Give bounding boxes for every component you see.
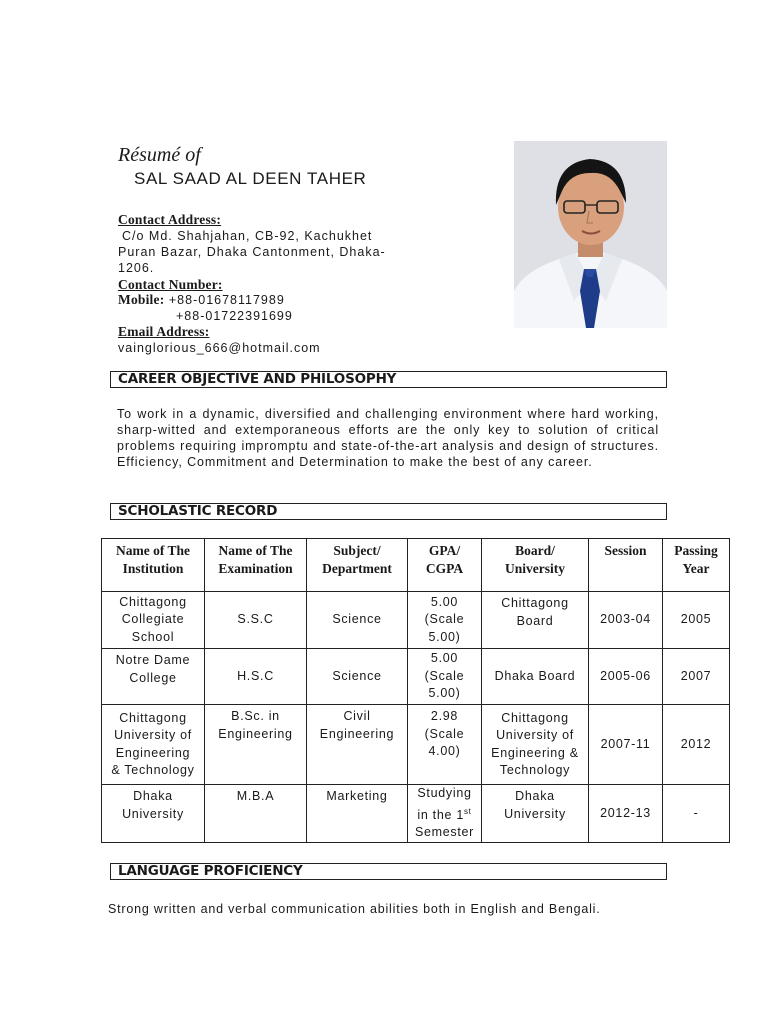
cell-institution: Chittagong Collegiate School <box>102 592 205 649</box>
cell-institution: Chittagong University of Engineering & Technology <box>102 705 205 785</box>
cell-subject: Science <box>307 649 408 705</box>
language-proficiency-text: Strong written and verbal communication abilities both in English and Bengali. <box>108 902 601 916</box>
section-title: CAREER OBJECTIVE AND PHILOSOPHY <box>118 371 397 387</box>
cell-session: 2005-06 <box>589 649 663 705</box>
cell-exam: S.S.C <box>205 592 307 649</box>
language-proficiency-header <box>110 863 667 880</box>
cell-year: 2012 <box>663 705 730 785</box>
cell-subject: Science <box>307 592 408 649</box>
cell-session: 2007-11 <box>589 705 663 785</box>
mobile-label: Mobile: <box>118 292 165 307</box>
cell-exam: H.S.C <box>205 649 307 705</box>
contact-address-label: Contact Address: <box>118 212 222 227</box>
candidate-name: SAL SAAD AL DEEN TAHER <box>134 169 367 188</box>
table-row <box>102 705 730 785</box>
address-line: C/o Md. Shahjahan, CB-92, Kachukhet <box>122 229 373 243</box>
section-title: SCHOLASTIC RECORD <box>118 503 278 519</box>
header-examination: Name of The Examination <box>205 539 307 592</box>
header-passing-year: Passing Year <box>663 539 730 592</box>
cell-board: Dhaka University <box>482 785 589 843</box>
scholastic-record-table <box>101 538 730 843</box>
header-board: Board/ University <box>482 539 589 592</box>
cell-institution: Notre Dame College <box>102 649 205 705</box>
email-address: vainglorious_666@hotmail.com <box>118 341 321 355</box>
profile-photo <box>514 141 667 328</box>
address-line: 1206. <box>118 261 155 275</box>
table-header-row <box>102 539 730 592</box>
contact-number-label: Contact Number: <box>118 277 223 292</box>
cell-year: 2007 <box>663 649 730 705</box>
cell-gpa: 5.00 (Scale 5.00) <box>408 649 482 705</box>
header-session: Session <box>589 539 663 592</box>
cell-gpa: Studying in the 1st Semester <box>408 785 482 843</box>
header-gpa: GPA/ CGPA <box>408 539 482 592</box>
cell-year: 2005 <box>663 592 730 649</box>
header-subject: Subject/ Department <box>307 539 408 592</box>
cell-subject: Marketing <box>307 785 408 843</box>
mobile-number: +88-01722391699 <box>176 309 293 323</box>
cell-board: Dhaka Board <box>482 649 589 705</box>
table-row <box>102 649 730 705</box>
header-institution: Name of The Institution <box>102 539 205 592</box>
mobile-number: +88-01678117989 <box>168 293 285 307</box>
cell-session: 2003-04 <box>589 592 663 649</box>
address-line: Puran Bazar, Dhaka Cantonment, Dhaka- <box>118 245 386 259</box>
mobile-block <box>118 292 293 324</box>
table-row <box>102 785 730 843</box>
cell-gpa: 2.98 (Scale 4.00) <box>408 705 482 785</box>
cell-board: Chittagong University of Engineering & Technology <box>482 705 589 785</box>
cell-year: - <box>663 785 730 843</box>
cell-session: 2012-13 <box>589 785 663 843</box>
career-objective-header <box>110 371 667 388</box>
career-objective-text: To work in a dynamic, diversified and challenging environment where hard working, sharp-witted and extemporaneous efforts are the only key to solution of critical problems requiring impromptu and state-of-the-art analysis and design of structures. Efficiency, Commitment and Determination to make the best of any career. <box>117 407 659 469</box>
cell-board: Chittagong Board <box>482 592 589 649</box>
section-title: LANGUAGE PROFICIENCY <box>118 863 303 879</box>
address-block <box>118 228 386 276</box>
cell-exam: M.B.A <box>205 785 307 843</box>
cell-gpa: 5.00 (Scale 5.00) <box>408 592 482 649</box>
cell-subject: Civil Engineering <box>307 705 408 785</box>
cell-institution: Dhaka University <box>102 785 205 843</box>
resume-of-heading: Résumé of <box>118 144 201 166</box>
email-label: Email Address: <box>118 324 210 339</box>
cell-exam: B.Sc. in Engineering <box>205 705 307 785</box>
profile-photo-icon <box>514 141 667 328</box>
scholastic-record-header <box>110 503 667 520</box>
table-row <box>102 592 730 649</box>
